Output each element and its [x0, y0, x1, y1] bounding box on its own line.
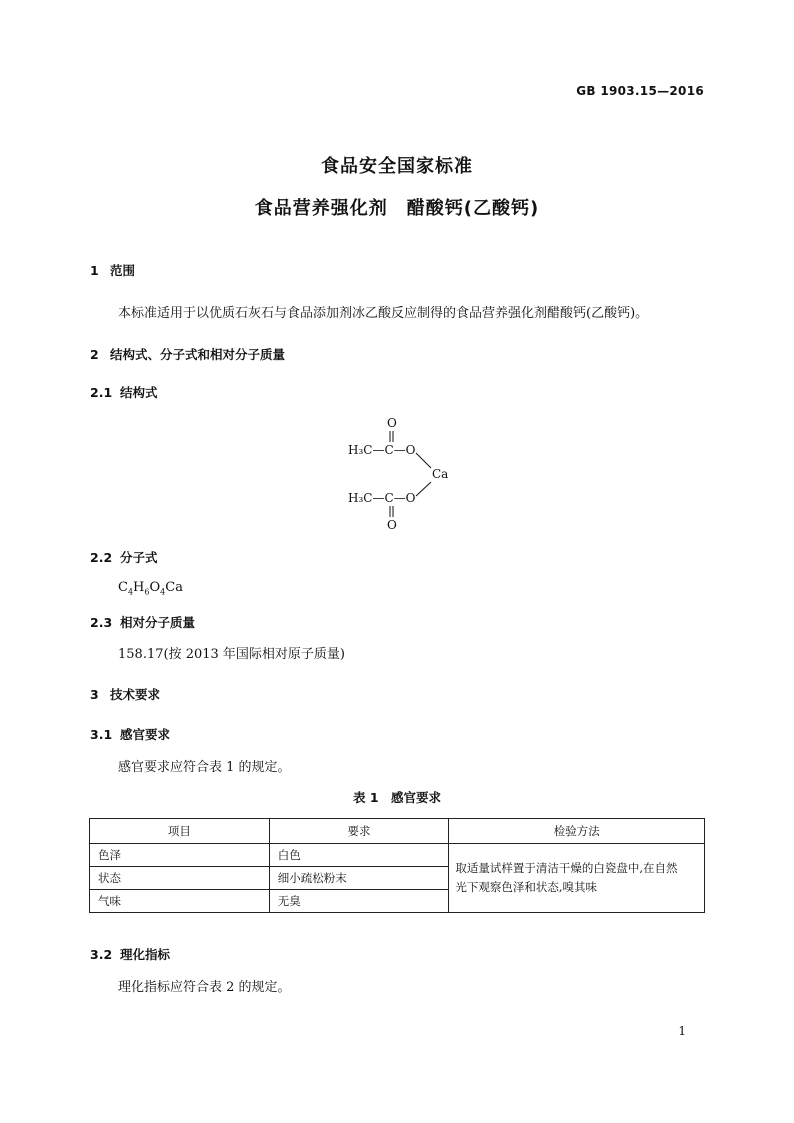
page-number: 1 — [678, 1024, 686, 1038]
section-3-2-text: 理化指标应符合表 2 的规定。 — [118, 980, 291, 995]
section-number: 2.2 — [90, 550, 113, 565]
section-title: 范围 — [110, 263, 136, 278]
method-line: 取适量试样置于清洁干燥的白瓷盘中,在自然 — [455, 861, 678, 875]
section-title: 技术要求 — [110, 687, 161, 702]
section-title: 理化指标 — [120, 947, 171, 962]
section-number: 3.1 — [90, 727, 113, 742]
item-cell: 色泽 — [90, 844, 270, 867]
section-number: 3 — [90, 687, 99, 702]
requirement-cell: 无臭 — [269, 890, 449, 913]
molecular-weight-text: 158.17(按 2013 年国际相对原子质量) — [118, 647, 345, 662]
calcium: Ca — [432, 467, 449, 481]
section-number: 2 — [90, 347, 99, 362]
acetate-bottom: H₃C—C—O — [348, 491, 416, 505]
header-item: 项目 — [90, 819, 270, 844]
document-subtitle: 食品营养强化剂 醋酸钙(乙酸钙) — [254, 198, 540, 219]
section-2-2-heading — [90, 548, 158, 566]
section-title: 分子式 — [120, 550, 158, 565]
requirement-cell: 细小疏松粉末 — [269, 867, 449, 890]
standard-number: GB 1903.15—2016 — [576, 84, 704, 98]
table-1-caption: 表 1 感官要求 — [352, 790, 442, 805]
section-title: 结构式、分子式和相对分子质量 — [110, 347, 286, 362]
section-number: 2.3 — [90, 615, 113, 630]
oxygen-top: O — [387, 416, 397, 430]
molecular-formula: $C_4H_6O_4Ca$ — [118, 580, 183, 597]
section-3-1-text: 感官要求应符合表 1 的规定。 — [118, 760, 291, 775]
table-header-row — [90, 819, 705, 844]
structural-formula — [340, 410, 470, 535]
section-3-2-heading — [90, 945, 170, 963]
item-cell: 气味 — [90, 890, 270, 913]
oxygen-bottom: O — [387, 518, 397, 532]
acetate-top: H₃C—C—O — [348, 443, 416, 457]
section-2-1-heading — [90, 383, 158, 401]
section-2-heading — [90, 345, 285, 363]
document-title: 食品安全国家标准 — [321, 156, 473, 177]
section-2-3-heading — [90, 613, 195, 631]
requirement-cell: 白色 — [269, 844, 449, 867]
section-1-text: 本标准适用于以优质石灰石与食品添加剂冰乙酸反应制得的食品营养强化剂醋酸钙(乙酸钙)。 — [118, 306, 649, 321]
sensory-requirements-table — [89, 818, 705, 913]
section-number: 3.2 — [90, 947, 113, 962]
method-line: 光下观察色泽和状态,嗅其味 — [455, 880, 598, 894]
section-1-heading — [90, 261, 135, 279]
section-number: 2.1 — [90, 385, 113, 400]
table-row — [90, 844, 705, 867]
method-cell — [449, 844, 705, 913]
section-3-1-heading — [90, 725, 170, 743]
section-3-heading — [90, 685, 160, 703]
section-title: 相对分子质量 — [120, 615, 196, 630]
header-requirement: 要求 — [269, 819, 449, 844]
header-method: 检验方法 — [449, 819, 705, 844]
item-cell: 状态 — [90, 867, 270, 890]
section-number: 1 — [90, 263, 99, 278]
section-title: 结构式 — [120, 385, 158, 400]
section-title: 感官要求 — [120, 727, 171, 742]
